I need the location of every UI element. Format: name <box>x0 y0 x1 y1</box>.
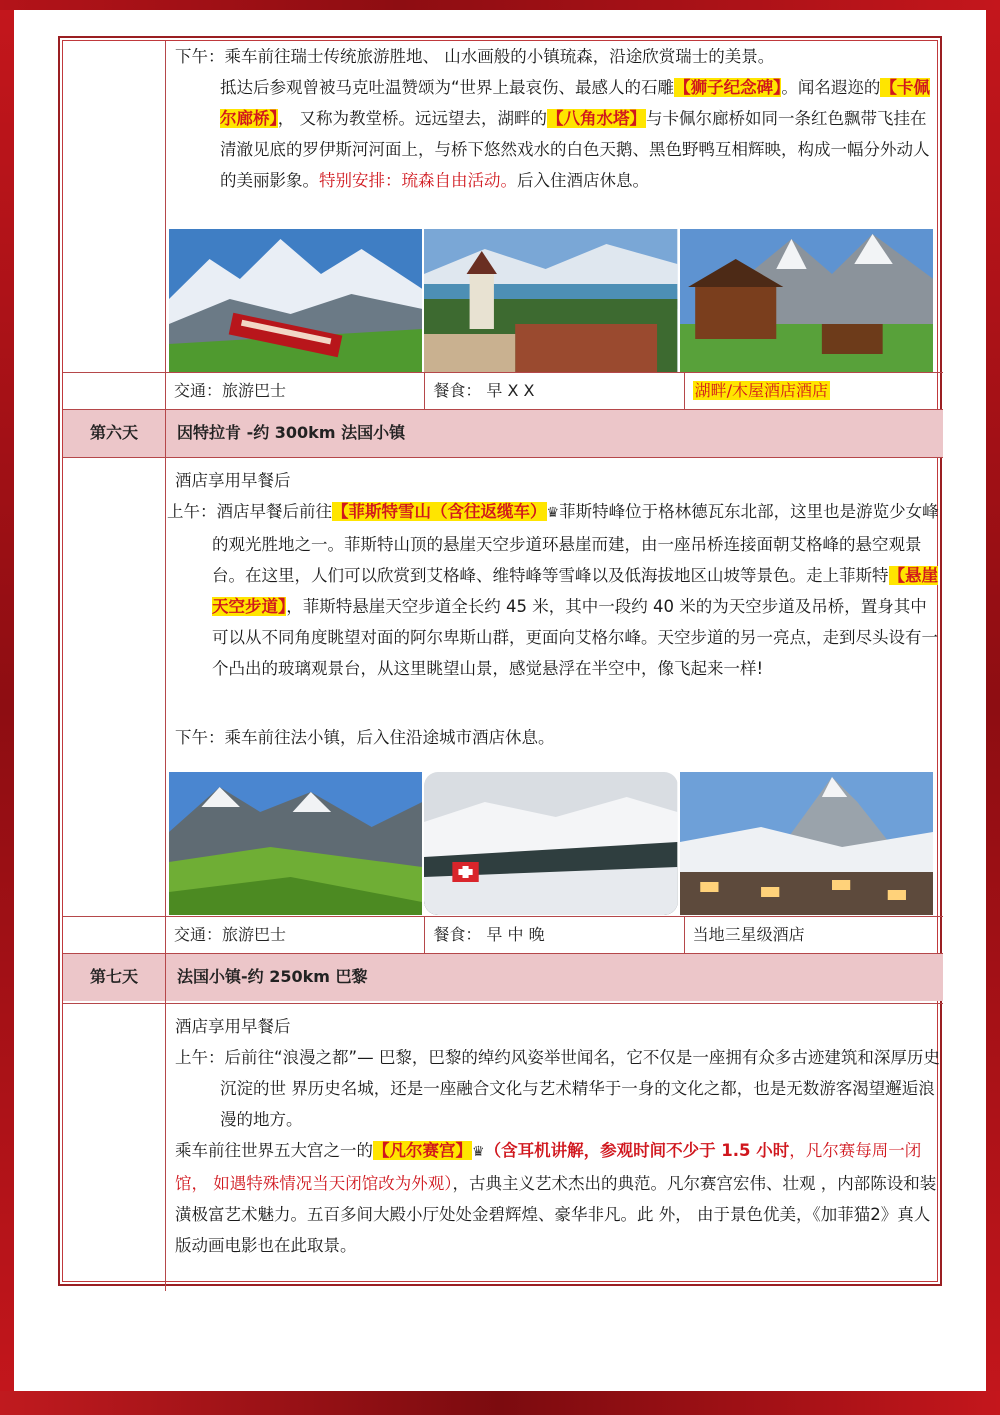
photo-thun-castle <box>424 229 677 372</box>
day5-photo-row <box>169 229 933 372</box>
day6-title: 因特拉肯 -约 300km 法国小镇 <box>177 423 406 442</box>
day6-hotel: 当地三星级酒店 <box>692 925 805 944</box>
water-tower-highlight: 【八角水塔】 <box>547 109 646 128</box>
photo-matterhorn-village <box>680 772 933 915</box>
itinerary-table-inner <box>62 40 938 1282</box>
page-frame-left <box>0 0 14 1415</box>
day5-transport: 交通：旅游巴士 <box>166 373 425 409</box>
day6-transport: 交通：旅游巴士 <box>166 917 425 953</box>
day5-lucerne-paragraph: 抵达后参观曾被马克吐温赞颂为“世界上最哀伤、最感人的石雕【狮子纪念碑】。闻名遐迩的【卡佩尔廊桥】， 又称为教堂桥。远远望去，湖畔的【八角水塔】与卡佩尔廊桥如同一条红色飘带飞挂在清澈见底的罗伊斯河河面上，与桥下悠然戏水的白色天鹅、黑色野鸭互相辉映，构成一幅分外动人的美丽影象。特别安排：琉森自由活动。后入住酒店休息。 <box>220 78 930 190</box>
day6-afternoon: 下午：乘车前往法小镇，后入住沿途城市酒店休息。 <box>175 728 555 747</box>
day7-versailles: 乘车前往世界五大宫之一的【凡尔赛宫】♛（含耳机讲解，参观时间不少于 1.5 小时，凡尔赛每周一闭馆， 如遇特殊情况当天闭馆改为外观），古典主义艺术杰出的典范。凡尔赛宫宏伟、壮观 ，内部陈设和装潢极富艺术魅力。五百多间大殿小厅处处金碧辉煌、豪华非凡。此 外， 由于景色优美，《加菲猫2》真人版动画电影也在此取景。 <box>175 1141 937 1255</box>
day7-title: 法国小镇-约 250km 巴黎 <box>177 967 368 986</box>
rule <box>63 457 943 458</box>
day5-meals: 餐食： 早 X X <box>425 373 684 409</box>
day7-morning: 上午：后前往“浪漫之都”— 巴黎，巴黎的绰约风姿举世闻名，它不仅是一座拥有众多古迹建筑和深厚历史沉淀的世 界历史名城，还是一座融合文化与艺术精华于一身的文化之都，也是无数游客渴望邂逅浪漫的地方。 <box>175 1048 940 1129</box>
special-arrangement: 特别安排：琉森自由活动。 <box>319 171 517 190</box>
page-frame-right <box>986 0 1000 1415</box>
chapel-bridge-highlight: 【卡佩尔廊桥】 <box>220 78 930 128</box>
page-frame-bottom <box>0 1391 1000 1415</box>
crown-icon: ♛ <box>546 505 560 521</box>
day6-meals: 餐食： 早 中 晚 <box>425 917 684 953</box>
day6-breakfast: 酒店享用早餐后 <box>175 471 291 490</box>
day6-morning: 上午：酒店早餐后前往【菲斯特雪山（含往返缆车）♛菲斯特峰位于格林德瓦东北部，这里也是游览少女峰的观光胜地之一。菲斯特山顶的悬崖天空步道环悬崖而建，由一座吊桥连接面朝艾格峰的悬空观景台。在这里，人们可以欣赏到艾格峰、维特峰等雪峰以及低海拔地区山坡等景色。走上菲斯特【悬崖天空步道】，菲斯特悬崖天空步道全长约 45 米，其中一段约 40 米的为天空步道及吊桥，置身其中可以从不同角度眺望对面的阿尔卑斯山群，更面向艾格尔峰。天空步道的另一亮点，走到尽头设有一个凸出的玻璃观景台，从这里眺望山景，感觉悬浮在半空中，像飞起来一样! <box>167 502 939 678</box>
day7-label: 第七天 <box>89 967 138 986</box>
day7-breakfast: 酒店享用早餐后 <box>175 1017 291 1036</box>
rule <box>63 1003 943 1004</box>
day5-hotel <box>685 373 943 409</box>
page-frame-top <box>0 0 1000 10</box>
photo-snowy-forest <box>424 772 677 915</box>
itinerary-table <box>58 36 942 1286</box>
column-divider <box>165 41 166 1291</box>
lion-monument-highlight: 【狮子纪念碑】 <box>674 78 782 97</box>
day5-hotel-highlight: 湖畔/木屋酒店酒店 <box>694 381 829 400</box>
day5-afternoon: 下午：乘车前往瑞士传统旅游胜地、 山水画般的小镇琉森，沿途欣赏瑞士的美景。 <box>175 47 775 66</box>
day6-info-row <box>166 917 943 953</box>
photo-mountain-train <box>169 229 422 372</box>
cliff-walk-highlight: 【悬崖天空步道】 <box>212 566 938 616</box>
photo-chalet <box>680 229 933 372</box>
day6-photo-row <box>169 772 933 915</box>
photo-alpine-meadow <box>169 772 422 915</box>
crown-icon: ♛ <box>472 1144 485 1160</box>
first-mountain-highlight: 【菲斯特雪山（含往返缆车） <box>332 502 547 521</box>
day5-info-row <box>166 373 943 409</box>
versailles-highlight: 【凡尔赛宫】 <box>373 1141 472 1160</box>
day6-label: 第六天 <box>89 423 138 442</box>
